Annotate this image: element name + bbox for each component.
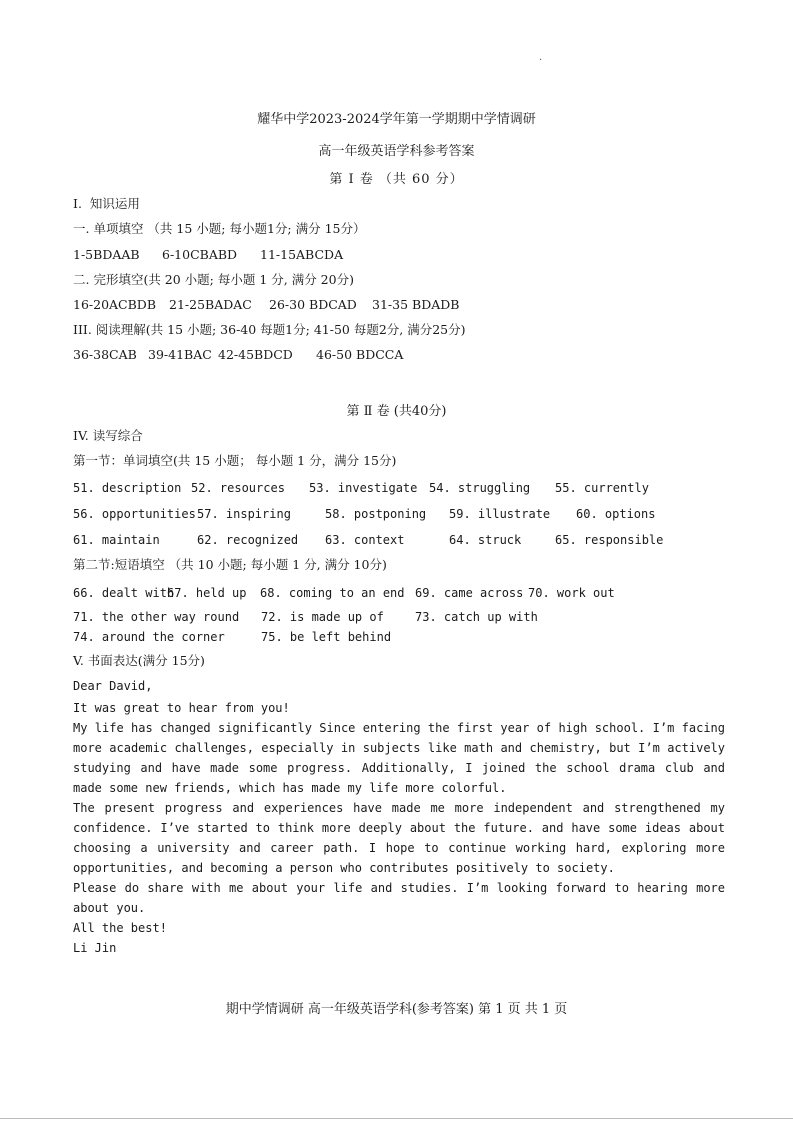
answer-group: 6-10CBABD xyxy=(162,247,238,262)
letter-signature: Li Jin xyxy=(73,941,117,955)
letter-paragraph: Please do share with me about your life and studies. I’m looking forward to hearing more about you. xyxy=(73,881,725,915)
word-answer: 53. investigate xyxy=(309,481,418,495)
phrase-answer: 75. be left behind xyxy=(261,630,392,644)
section1-reading-title: III. 阅读理解(共 15 小题; 36-40 每题1分; 41-50 每题2分, 满分25分) xyxy=(73,322,466,337)
word-answer: 63. context xyxy=(325,533,405,547)
answer-group: 1-5BDAAB xyxy=(73,247,140,262)
word-answer: 57. inspiring xyxy=(197,507,291,521)
word-answer: 65. responsible xyxy=(555,533,664,547)
phrase-answer: 69. came across xyxy=(415,586,524,600)
word-fill-title: 第一节：单词填空(共 15 小题； 每小题 1 分，满分 15分) xyxy=(73,453,397,468)
section1-single-choice-title: 一. 单项填空 （共 15 小题; 每小题1分; 满分 15分） xyxy=(73,221,366,236)
letter-paragraph: The present progress and experiences have made me more independent and strengthened my confidence. I’ve started to think more deeply about the future. and have some ideas about choosing a university and career path. I hope to continue working hard, exploring more opportunities, and becoming a person who contributes positively to society. xyxy=(73,801,725,875)
phrase-answer: 71. the other way round xyxy=(73,610,240,624)
phrase-answer: 73. catch up with xyxy=(415,610,538,624)
answer-group: 21-25BADAC xyxy=(169,297,252,312)
word-answer: 61. maintain xyxy=(73,533,160,547)
document-title: 耀华中学2023-2024学年第一学期期中学情调研 xyxy=(257,112,536,127)
phrase-answer: 70. work out xyxy=(528,586,615,600)
word-answer: 56. opportunities xyxy=(73,507,196,521)
letter-greeting: Dear David, xyxy=(73,679,153,693)
phrase-answer: 67. held up xyxy=(167,586,247,600)
writing-heading: V. 书面表达(满分 15分) xyxy=(73,653,205,668)
phrase-answer: 66. dealt with xyxy=(73,586,175,600)
phrase-answer: 68. coming to an end xyxy=(260,586,405,600)
page-mark: . xyxy=(539,52,543,63)
answer-group: 26-30 BDCAD xyxy=(269,297,357,312)
word-answer: 58. postponing xyxy=(325,507,427,521)
word-answer: 54. struggling xyxy=(429,481,531,495)
phrase-fill-title: 第二节:短语填空 （共 10 小题; 每小题 1 分, 满分 10分) xyxy=(73,557,387,572)
word-answer: 62. recognized xyxy=(197,533,299,547)
answer-group: 46-50 BDCCA xyxy=(316,347,404,362)
letter-closing: All the best! xyxy=(73,921,167,935)
answer-group: 31-35 BDADB xyxy=(372,297,460,312)
section1-heading: I. 知识运用 xyxy=(73,196,140,211)
word-answer: 64. struck xyxy=(449,533,522,547)
model-letter xyxy=(73,676,725,958)
word-answer: 51. description xyxy=(73,481,182,495)
word-answer: 55. currently xyxy=(555,481,649,495)
page-footer: 期中学情调研 高一年级英语学科(参考答案) 第 1 页 共 1 页 xyxy=(225,1002,568,1017)
part2-heading: IV. 读写综合 xyxy=(73,428,143,443)
word-answer: 59. illustrate xyxy=(449,507,551,521)
word-answer: 52. resources xyxy=(191,481,285,495)
section1-cloze-title: 二. 完形填空(共 20 小题; 每小题 1 分, 满分 20分) xyxy=(73,272,354,287)
letter-opening: It was great to hear from you! xyxy=(73,701,290,715)
phrase-answer: 74. around the corner xyxy=(73,630,225,644)
bottom-divider xyxy=(0,1118,793,1119)
part1-title: 第 Ⅰ 卷 （共 60 分） xyxy=(329,172,464,187)
answer-group: 42-45BDCD xyxy=(218,347,293,362)
answer-group: 11-15ABCDA xyxy=(260,247,344,262)
phrase-answer: 72. is made up of xyxy=(261,610,384,624)
answer-group: 36-38CAB xyxy=(73,347,137,362)
letter-paragraph: My life has changed significantly Since entering the first year of high school. I’m facing more academic challenges, especially in subjects like math and chemistry, but I’m actively studying and have made some progress. Additionally, I joined the school drama club and made some new friends, which has made my life more colorful. xyxy=(73,721,725,795)
answer-group: 39-41BAC xyxy=(148,347,212,362)
answer-group: 16-20ACBDB xyxy=(73,297,157,312)
part2-title: 第 Ⅱ 卷 (共40分) xyxy=(346,404,447,419)
word-answer: 60. options xyxy=(576,507,656,521)
document-subtitle: 高一年级英语学科参考答案 xyxy=(318,144,475,159)
